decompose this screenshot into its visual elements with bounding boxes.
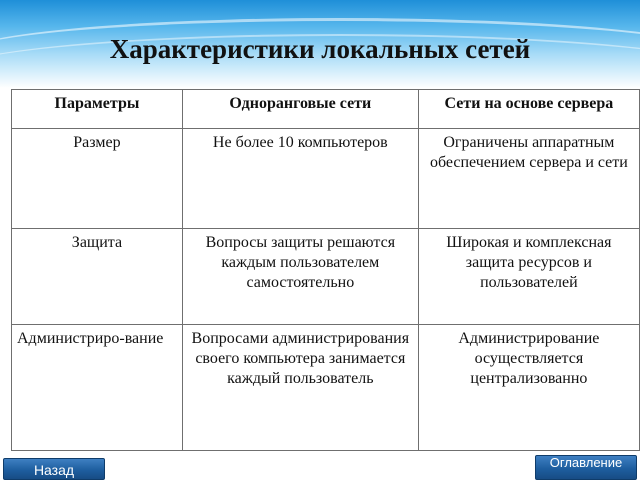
table-row (12, 228, 640, 324)
table-of-contents-button[interactable]: Оглавление (535, 455, 637, 480)
back-button[interactable]: Назад (3, 458, 105, 480)
table-cell: Широкая и комплексная защита ресурсов и пользователей (418, 228, 639, 324)
table-row (12, 324, 640, 450)
header-parameters: Параметры (12, 90, 183, 129)
slide-title: Характеристики локальных сетей (109, 34, 531, 64)
table-cell: Вопросами администрирования своего компьютера занимается каждый пользователь (182, 324, 418, 450)
table-header-row (12, 90, 640, 129)
comparison-table (11, 89, 640, 451)
table-cell: Не более 10 компьютеров (182, 129, 418, 228)
table-cell: Администрирование осуществляется централизованно (418, 324, 639, 450)
row-label-administration: Администриро-вание (12, 324, 183, 450)
table-cell: Ограничены аппаратным обеспечением сервера и сети (418, 129, 639, 228)
row-label-security: Защита (12, 228, 183, 324)
table-row (12, 129, 640, 228)
header-peer-to-peer: Одноранговые сети (182, 90, 418, 129)
row-label-size: Размер (12, 129, 183, 228)
table-cell: Вопросы защиты решаются каждым пользователем самостоятельно (182, 228, 418, 324)
header-server-based: Сети на основе сервера (418, 90, 639, 129)
